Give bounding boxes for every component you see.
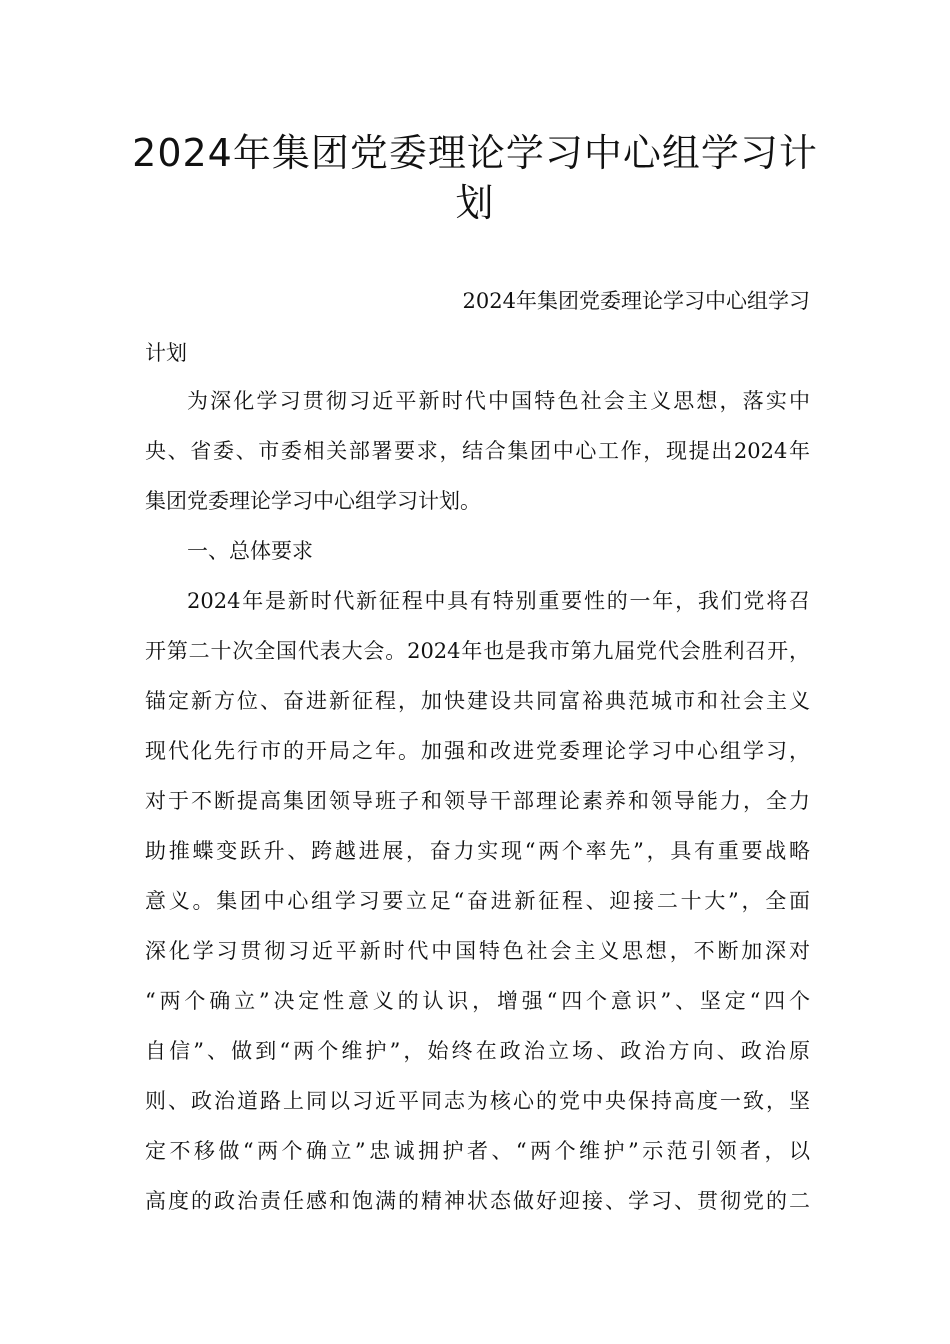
paragraph-line: 现代化先行市的开局之年。加强和改进党委理论学习中心组学习， [145,739,810,763]
section-heading: 一、总体要求 [187,539,313,563]
paragraph-line: 则、政治道路上同以习近平同志为核心的党中央保持高度一致，坚 [145,1089,810,1113]
subtitle-line-2: 计划 [145,341,187,365]
intro-line-2: 央、省委、市委相关部署要求，结合集团中心工作，现提出2024年 [145,439,810,463]
paragraph-line: 自信”、做到“两个维护”，始终在政治立场、政治方向、政治原 [145,1039,810,1063]
paragraph-line: 深化学习贯彻习近平新时代中国特色社会主义思想，不断加深对 [145,939,810,963]
paragraph-line: 意义。集团中心组学习要立足“奋进新征程、迎接二十大”，全面 [145,889,810,913]
paragraph-line: 对于不断提高集团领导班子和领导干部理论素养和领导能力，全力 [145,789,810,813]
subtitle-line-1: 2024年集团党委理论学习中心组学习 [462,289,810,313]
intro-line-1: 为深化学习贯彻习近平新时代中国特色社会主义思想，落实中 [187,389,810,413]
title-line-1: 2024年集团党委理论学习中心组学习计 [132,131,818,175]
document-title [120,128,830,228]
paragraph-line: 助推蝶变跃升、跨越进展，奋力实现“两个率先”，具有重要战略 [145,839,810,863]
paragraph-line: 定不移做“两个确立”忠诚拥护者、“两个维护”示范引领者，以 [145,1139,810,1163]
paragraph-line: 开第二十次全国代表大会。2024年也是我市第九届党代会胜利召开， [145,639,810,663]
paragraph-line: “两个确立”决定性意义的认识，增强“四个意识”、坚定“四个 [145,989,810,1013]
intro-line-3: 集团党委理论学习中心组学习计划。 [145,489,481,513]
paragraph-line: 高度的政治责任感和饱满的精神状态做好迎接、学习、贯彻党的二 [145,1189,810,1213]
paragraph-line: 2024年是新时代新征程中具有特别重要性的一年，我们党将召 [187,589,810,613]
title-line-2: 划 [455,181,495,225]
paragraph-line: 锚定新方位、奋进新征程，加快建设共同富裕典范城市和社会主义 [145,689,810,713]
